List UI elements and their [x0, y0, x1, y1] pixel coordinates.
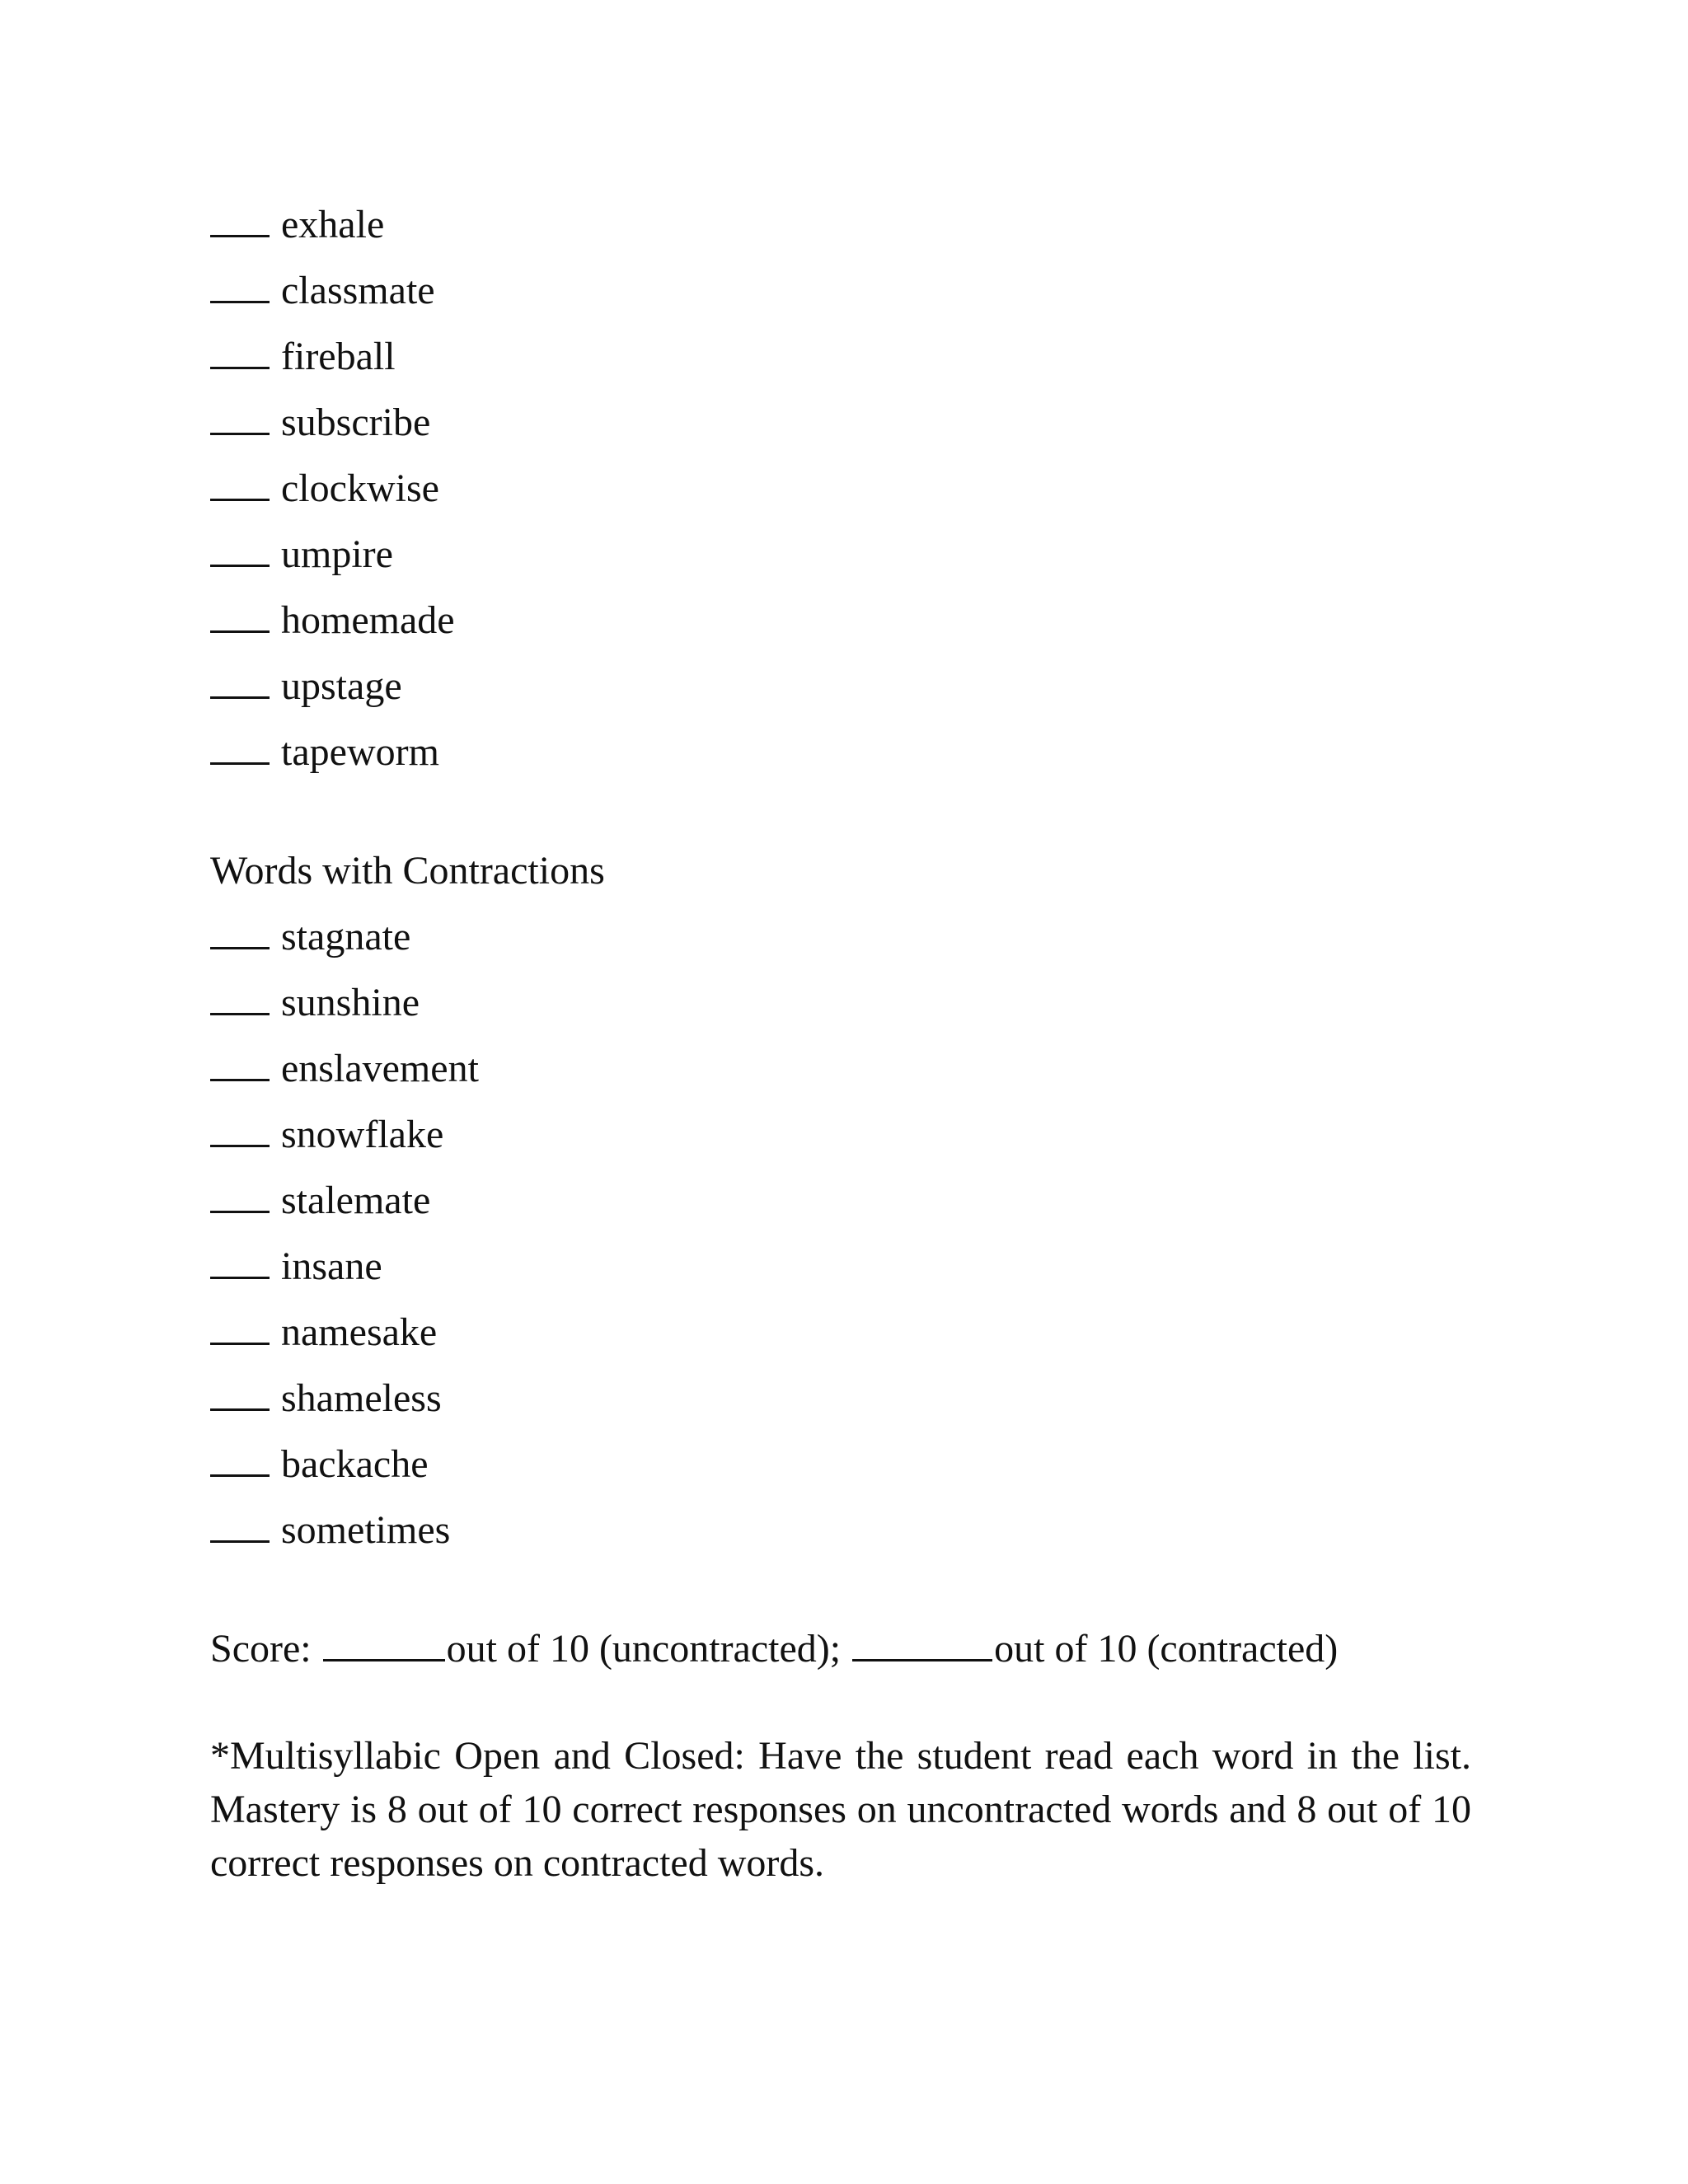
answer-blank[interactable]: [210, 462, 270, 501]
word-label: shameless: [281, 1376, 442, 1420]
answer-blank[interactable]: [210, 1043, 270, 1081]
list-item: [210, 1234, 479, 1300]
word-label: fireball: [281, 335, 396, 378]
contracted-score-blank[interactable]: [852, 1623, 992, 1661]
word-label: upstage: [281, 664, 402, 708]
list-item: [210, 390, 455, 456]
list-item: [210, 904, 479, 970]
word-label: sunshine: [281, 981, 420, 1024]
word-label: subscribe: [281, 401, 431, 444]
word-label: snowflake: [281, 1113, 444, 1156]
answer-blank[interactable]: [210, 1438, 270, 1477]
answer-blank[interactable]: [210, 726, 270, 765]
list-item: [210, 1300, 479, 1366]
word-label: stalemate: [281, 1179, 431, 1222]
contractions-word-list: [210, 904, 479, 1563]
answer-blank[interactable]: [210, 330, 270, 369]
list-item: [210, 719, 455, 785]
list-item: [210, 1497, 479, 1563]
mastery-note: *Multisyllabic Open and Closed: Have the student read each word in the list. Mastery is 8 out of 10 correct responses on uncontracted words and 8 out of 10 correct responses on contracted words.: [210, 1734, 1471, 1885]
word-label: insane: [281, 1244, 382, 1288]
word-label: umpire: [281, 532, 393, 576]
word-label: homemade: [281, 598, 455, 642]
word-label: clockwise: [281, 466, 439, 510]
answer-blank[interactable]: [210, 199, 270, 237]
word-label: backache: [281, 1442, 429, 1486]
answer-blank[interactable]: [210, 265, 270, 303]
score-label: Score:: [210, 1627, 312, 1671]
answer-blank[interactable]: [210, 911, 270, 949]
answer-blank[interactable]: [210, 1504, 270, 1543]
list-item: [210, 324, 455, 390]
word-label: enslavement: [281, 1047, 479, 1090]
list-item: [210, 522, 455, 588]
list-item: [210, 456, 455, 522]
answer-blank[interactable]: [210, 1108, 270, 1147]
uncontracted-score-text: out of 10 (uncontracted);: [446, 1627, 842, 1671]
answer-blank[interactable]: [210, 1240, 270, 1279]
word-label: classmate: [281, 269, 435, 312]
answer-blank[interactable]: [210, 594, 270, 633]
answer-blank[interactable]: [210, 396, 270, 435]
word-label: namesake: [281, 1310, 438, 1354]
section-heading: Words with Contractions: [210, 849, 605, 893]
answer-blank[interactable]: [210, 1372, 270, 1411]
answer-blank[interactable]: [210, 528, 270, 567]
word-label: tapeworm: [281, 730, 439, 774]
list-item: [210, 258, 455, 324]
list-item: [210, 654, 455, 719]
list-item: [210, 970, 479, 1036]
list-item: [210, 192, 455, 258]
word-label: stagnate: [281, 915, 411, 958]
answer-blank[interactable]: [210, 1174, 270, 1213]
list-item: [210, 1168, 479, 1234]
list-item: [210, 1102, 479, 1168]
answer-blank[interactable]: [210, 977, 270, 1015]
list-item: [210, 588, 455, 654]
word-list: [210, 192, 455, 785]
list-item: [210, 1036, 479, 1102]
answer-blank[interactable]: [210, 1306, 270, 1345]
list-item: [210, 1432, 479, 1497]
answer-blank[interactable]: [210, 660, 270, 699]
uncontracted-score-blank[interactable]: [323, 1623, 445, 1661]
word-label: sometimes: [281, 1508, 451, 1552]
contracted-score-text: out of 10 (contracted): [994, 1627, 1339, 1671]
score-line: [210, 1616, 1338, 1682]
word-label: exhale: [281, 203, 385, 246]
list-item: [210, 1366, 479, 1432]
